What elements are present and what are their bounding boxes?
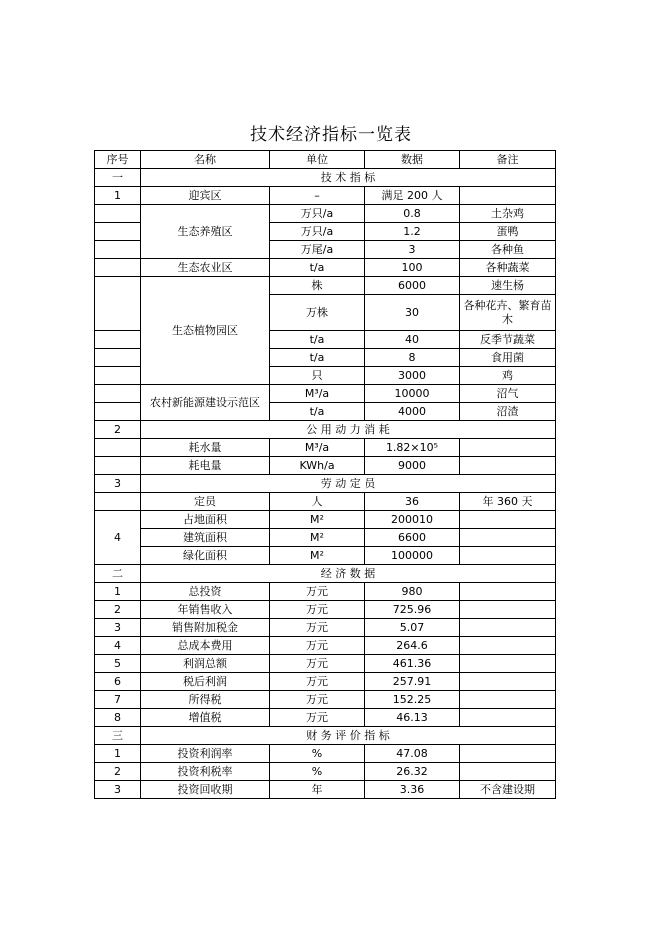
row-name: 生态养殖区 [141,205,270,259]
row-number: 6 [95,673,141,691]
row-note [460,547,556,565]
table-header-row [95,151,556,169]
table-row [95,691,556,709]
row-number [95,205,141,223]
section-number: 2 [95,421,141,439]
row-note: 沼气 [460,385,556,403]
row-note: 年 360 天 [460,493,556,511]
row-value: 5.07 [365,619,460,637]
row-note: 鸡 [460,367,556,385]
row-unit: M² [270,529,365,547]
row-number: 7 [95,691,141,709]
row-name: 生态植物园区 [141,277,270,385]
row-value: 40 [365,331,460,349]
section-title: 公 用 动 力 消 耗 [141,421,556,439]
row-unit: M³/a [270,385,365,403]
row-unit: t/a [270,259,365,277]
header-cell: 备注 [460,151,556,169]
row-note [460,745,556,763]
row-note [460,691,556,709]
row-name: 所得税 [141,691,270,709]
row-note [460,709,556,727]
row-unit: 万元 [270,583,365,601]
row-note [460,187,556,205]
section-row [95,565,556,583]
row-value: 200010 [365,511,460,529]
row-number [95,439,141,457]
row-unit: 年 [270,781,365,799]
row-unit: 万元 [270,655,365,673]
row-note [460,439,556,457]
row-note: 蛋鸭 [460,223,556,241]
row-name: 投资利税率 [141,763,270,781]
row-note [460,457,556,475]
row-unit: M³/a [270,439,365,457]
table-row [95,637,556,655]
header-cell: 数据 [365,151,460,169]
row-unit: 万元 [270,637,365,655]
row-value: 26.32 [365,763,460,781]
row-name: 耗电量 [141,457,270,475]
section-title: 劳 动 定 员 [141,475,556,493]
row-value: 满足 200 人 [365,187,460,205]
row-number [95,241,141,259]
row-name: 年销售收入 [141,601,270,619]
row-unit: 万元 [270,601,365,619]
table-row [95,745,556,763]
row-number: 1 [95,583,141,601]
row-name: 占地面积 [141,511,270,529]
row-number [95,493,141,511]
row-name: 迎宾区 [141,187,270,205]
row-value: 1.2 [365,223,460,241]
row-value: 152.25 [365,691,460,709]
table-row [95,259,556,277]
row-unit: 只 [270,367,365,385]
section-number: 二 [95,565,141,583]
section-row [95,475,556,493]
row-unit: 万元 [270,691,365,709]
row-number: 4 [95,637,141,655]
row-number: 1 [95,187,141,205]
row-note [460,673,556,691]
row-value: 3000 [365,367,460,385]
row-note: 各种蔬菜 [460,259,556,277]
row-unit: 万元 [270,619,365,637]
row-note [460,763,556,781]
row-note: 速生杨 [460,277,556,295]
row-note: 沼渣 [460,403,556,421]
table-row [95,619,556,637]
row-note: 各种鱼 [460,241,556,259]
row-number [95,259,141,277]
row-unit: KWh/a [270,457,365,475]
row-name: 增值税 [141,709,270,727]
table-row [95,781,556,799]
row-value: 100000 [365,547,460,565]
row-note: 土杂鸡 [460,205,556,223]
row-unit: 万只/a [270,223,365,241]
row-value: 46.13 [365,709,460,727]
row-name: 总投资 [141,583,270,601]
row-value: 36 [365,493,460,511]
table-row [95,673,556,691]
row-value: 264.6 [365,637,460,655]
row-number: 2 [95,601,141,619]
row-number [95,349,141,367]
table-row [95,655,556,673]
row-note [460,637,556,655]
row-name: 农村新能源建设示范区 [141,385,270,421]
row-note: 反季节蔬菜 [460,331,556,349]
table-row [95,511,556,529]
row-number [95,403,141,421]
table-row [95,709,556,727]
table-row [95,205,556,223]
row-note [460,529,556,547]
row-note: 不含建设期 [460,781,556,799]
section-title: 经 济 数 据 [141,565,556,583]
section-row [95,169,556,187]
section-number: 三 [95,727,141,745]
row-value: 9000 [365,457,460,475]
row-note: 各种花卉、繁育苗木 [460,295,556,331]
header-cell: 序号 [95,151,141,169]
row-name: 绿化面积 [141,547,270,565]
header-cell: 名称 [141,151,270,169]
row-number [95,331,141,349]
row-name: 利润总额 [141,655,270,673]
row-name: 定员 [141,493,270,511]
row-number [95,367,141,385]
row-unit: 万尾/a [270,241,365,259]
table-row [95,493,556,511]
row-number: 3 [95,781,141,799]
row-unit: t/a [270,349,365,367]
row-unit: 万元 [270,673,365,691]
row-number: 3 [95,619,141,637]
section-title: 技 术 指 标 [141,169,556,187]
row-value: 6000 [365,277,460,295]
table-row [95,277,556,295]
row-unit: – [270,187,365,205]
row-value: 10000 [365,385,460,403]
row-unit: 万元 [270,709,365,727]
row-unit: % [270,745,365,763]
table-row [95,529,556,547]
row-name: 税后利润 [141,673,270,691]
row-unit: M² [270,511,365,529]
row-name: 建筑面积 [141,529,270,547]
table-row [95,583,556,601]
row-note: 食用菌 [460,349,556,367]
row-number: 1 [95,745,141,763]
row-number [95,385,141,403]
row-unit: 人 [270,493,365,511]
row-value: 0.8 [365,205,460,223]
row-name: 投资回收期 [141,781,270,799]
row-note [460,655,556,673]
section-title: 财 务 评 价 指 标 [141,727,556,745]
row-number [95,277,141,331]
row-value: 257.91 [365,673,460,691]
indicator-table [94,150,556,799]
row-note [460,601,556,619]
row-unit: 万株 [270,295,365,331]
row-number: 5 [95,655,141,673]
row-number: 2 [95,763,141,781]
row-value: 725.96 [365,601,460,619]
row-value: 3.36 [365,781,460,799]
section-row [95,727,556,745]
row-value: 47.08 [365,745,460,763]
row-unit: M² [270,547,365,565]
row-name: 耗水量 [141,439,270,457]
section-row [95,421,556,439]
section-number: 3 [95,475,141,493]
row-number [95,457,141,475]
row-value: 980 [365,583,460,601]
row-number [95,223,141,241]
table-row [95,439,556,457]
row-value: 100 [365,259,460,277]
row-unit: 株 [270,277,365,295]
row-note [460,619,556,637]
row-unit: t/a [270,331,365,349]
row-value: 6600 [365,529,460,547]
row-value: 4000 [365,403,460,421]
row-number: 4 [95,511,141,565]
row-name: 总成本费用 [141,637,270,655]
row-unit: t/a [270,403,365,421]
table-row [95,763,556,781]
table-row [95,547,556,565]
row-value: 8 [365,349,460,367]
table-row [95,601,556,619]
row-value: 461.36 [365,655,460,673]
row-name: 销售附加税金 [141,619,270,637]
row-value: 1.82×10⁵ [365,439,460,457]
row-unit: 万只/a [270,205,365,223]
table-row [95,457,556,475]
row-note [460,583,556,601]
table-row [95,187,556,205]
row-name: 生态农业区 [141,259,270,277]
row-note [460,511,556,529]
section-number: 一 [95,169,141,187]
header-cell: 单位 [270,151,365,169]
row-value: 3 [365,241,460,259]
row-name: 投资利润率 [141,745,270,763]
page-title: 技术经济指标一览表 [250,125,412,145]
row-value: 30 [365,295,460,331]
row-number: 8 [95,709,141,727]
table-row [95,385,556,403]
row-unit: % [270,763,365,781]
